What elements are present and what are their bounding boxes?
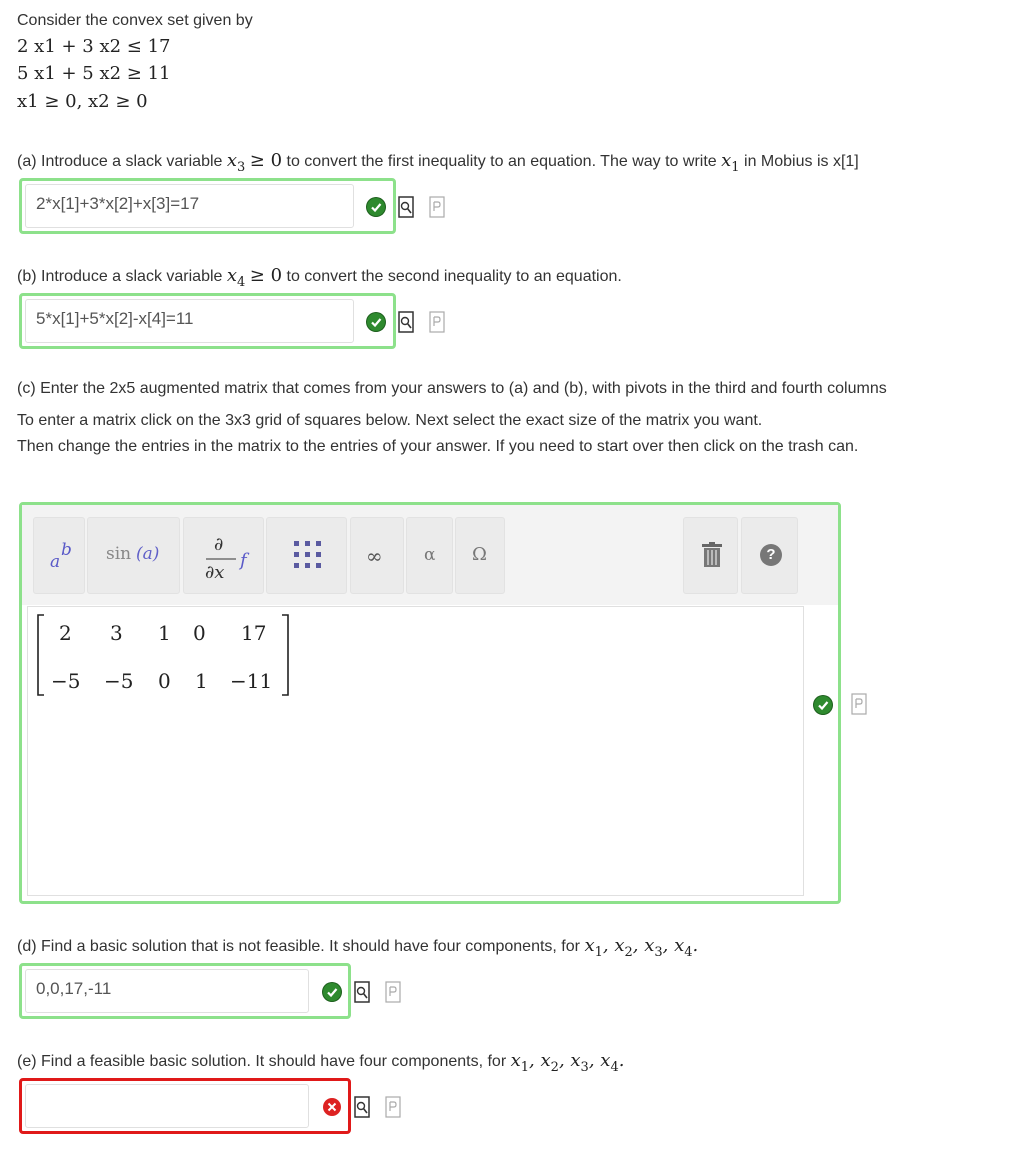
constraint-3 (17, 91, 148, 112)
constraint-2-text: 5 x1 + 5 x2 ≥ 11 (17, 63, 171, 84)
part-c-line2: To enter a matrix click on the 3x3 grid of squares below. Next select the exact size of the matrix you want. (17, 412, 763, 429)
svg-text:f: f (240, 550, 247, 571)
check-icon (367, 313, 385, 331)
part-a-prefix: (a) Introduce a slack variable (17, 153, 223, 170)
trash-button[interactable] (683, 517, 738, 594)
omega-symbol: Ω (472, 544, 487, 565)
part-e-answer-input[interactable] (25, 1084, 309, 1128)
math-x1: $x_1$ (721, 150, 740, 175)
constraint-2 (17, 63, 171, 84)
math-x4-slack: $x_4$ (226, 265, 246, 290)
matrix-cell[interactable]: −5 (51, 669, 81, 693)
partial-derivative-icon (202, 528, 254, 586)
pdf-icon[interactable] (385, 1096, 401, 1118)
matrix-cell[interactable]: −5 (104, 669, 134, 693)
part-b-prefix: (b) Introduce a slack variable (17, 268, 223, 285)
svg-text:∂: ∂ (214, 534, 224, 555)
help-icon: ? (760, 544, 782, 566)
pdf-icon[interactable] (385, 981, 401, 1003)
pdf-icon[interactable] (851, 693, 867, 715)
check-icon (367, 198, 385, 216)
part-d-question (17, 935, 699, 960)
sin-label: sin (106, 544, 132, 564)
derivative-button[interactable] (183, 517, 264, 594)
math-geq-0: ≥ 0 (249, 150, 283, 171)
part-e-question (17, 1050, 625, 1075)
matrix-cell[interactable]: −11 (230, 669, 273, 693)
matrix-cell[interactable]: 0 (193, 621, 206, 645)
matrix-grid-button[interactable] (266, 517, 347, 594)
greek-lower-button[interactable] (406, 517, 453, 594)
svg-text:∂x: ∂x (205, 562, 225, 583)
math-x3-slack: $x_3$ (226, 150, 246, 175)
matrix-cell[interactable]: 0 (158, 669, 171, 693)
infinity-button[interactable] (350, 517, 404, 594)
part-b-suffix: to convert the second inequality to an equation. (286, 268, 622, 285)
intro-text: Consider the convex set given by (17, 12, 253, 29)
alpha-symbol: α (424, 545, 436, 565)
constraint-1 (17, 36, 171, 57)
superscript-glyph: a (50, 552, 61, 572)
part-b-question (17, 265, 622, 290)
check-icon (323, 983, 341, 1001)
preview-icon[interactable] (398, 311, 414, 333)
part-b-answer-input[interactable]: 5*x[1]+5*x[2]-x[4]=11 (25, 299, 354, 343)
infinity-symbol: ∞ (366, 544, 383, 568)
sin-arg: (a) (136, 544, 160, 564)
part-c-line1: (c) Enter the 2x5 augmented matrix that comes from your answers to (a) and (b), with pivots in the third and fourth columns (17, 380, 887, 397)
part-d-text: (d) Find a basic solution that is not feasible. It should have four components, for (17, 938, 580, 955)
preview-icon[interactable] (398, 196, 414, 218)
pdf-icon[interactable] (429, 311, 445, 333)
part-c-line3: Then change the entries in the matrix to the entries of your answer. If you need to start over then click on the trash can. (17, 438, 859, 455)
superscript-button[interactable] (33, 517, 85, 594)
trash-icon (701, 542, 723, 568)
preview-icon[interactable] (354, 1096, 370, 1118)
superscript-glyph: b (61, 540, 72, 560)
incorrect-icon (323, 1098, 341, 1116)
check-icon (814, 696, 832, 714)
constraint-1-text: 2 x1 + 3 x2 ≤ 17 (17, 36, 171, 57)
help-button[interactable] (741, 517, 798, 594)
pdf-icon[interactable] (429, 196, 445, 218)
matrix-cell[interactable]: 1 (195, 669, 208, 693)
part-a-mid: to convert the first inequality to an equation. The way to write (286, 153, 717, 170)
matrix-cell[interactable]: 17 (241, 621, 267, 645)
grid-icon (292, 539, 324, 571)
function-button[interactable] (87, 517, 180, 594)
matrix-cell[interactable]: 2 (59, 621, 72, 645)
matrix-cell[interactable]: 3 (110, 621, 123, 645)
math-variables: $x_1$, $x_2$, $x_3$, $x_4$. (584, 935, 699, 960)
part-a-answer-input[interactable]: 2*x[1]+3*x[2]+x[3]=17 (25, 184, 354, 228)
math-geq-0: ≥ 0 (249, 265, 283, 286)
preview-icon[interactable] (354, 981, 370, 1003)
part-a-question (17, 150, 859, 175)
greek-upper-button[interactable] (455, 517, 505, 594)
part-d-answer-input[interactable]: 0,0,17,-11 (25, 969, 309, 1013)
constraint-3-text: x1 ≥ 0, x2 ≥ 0 (17, 91, 148, 112)
math-variables: $x_1$, $x_2$, $x_3$, $x_4$. (510, 1050, 625, 1075)
part-a-suffix: in Mobius is x[1] (744, 153, 859, 170)
part-e-text: (e) Find a feasible basic solution. It should have four components, for (17, 1053, 507, 1070)
matrix-cell[interactable]: 1 (158, 621, 171, 645)
